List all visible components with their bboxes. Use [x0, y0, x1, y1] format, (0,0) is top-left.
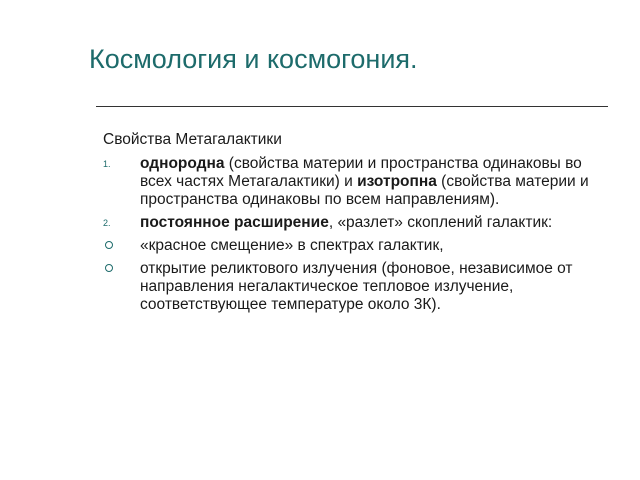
item-number: 1.: [103, 159, 111, 169]
title-divider: [96, 106, 608, 107]
term-isotropic: изотропна: [357, 173, 437, 190]
item-text: «красное смещение» в спектрах галактик,: [140, 237, 444, 254]
term-homogeneous: однородна: [140, 155, 225, 172]
numbered-item-2: [103, 214, 603, 232]
item-number: 2.: [103, 218, 111, 228]
numbered-item-1: [103, 155, 603, 209]
circle-bullet-icon: [105, 241, 113, 249]
item-text: , «разлет» скоплений галактик:: [328, 214, 553, 231]
bullet-item-2: [103, 260, 603, 314]
slide-body: [103, 131, 603, 319]
item-text: (свойства материи и пространства одинаковы во всех частях Метагалактики) и: [140, 155, 582, 190]
body-heading: Свойства Метагалактики: [103, 131, 282, 148]
item-text: (свойства материи и пространства одинаковы по всем направлениям).: [140, 173, 589, 208]
term-expansion: постоянное расширение: [140, 214, 329, 231]
item-text: открытие реликтового излучения (фоновое, независимое от направления негалактическое тепловое излучение, соответствующее температуре около 3К).: [140, 260, 573, 313]
bullet-item-1: [103, 237, 603, 255]
slide-title: Космология и космогония.: [89, 44, 418, 74]
circle-bullet-icon: [105, 264, 113, 272]
